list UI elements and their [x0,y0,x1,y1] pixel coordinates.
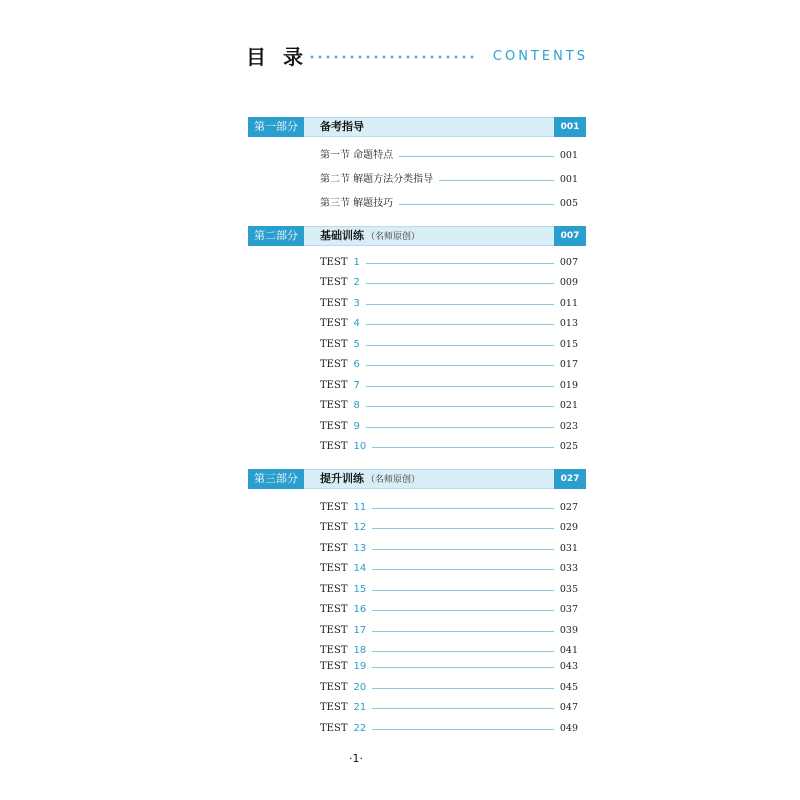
page-number: ·1· [349,752,363,765]
toc-entry-label: 第二节 解题方法分类指导 [320,174,434,185]
section-page-number: 007 [554,226,586,246]
toc-entry-label: TEST 11 [320,502,367,513]
leader-line [372,549,554,550]
leader-line [372,651,554,652]
section-title: 提升训练 （名师原创） [320,472,421,485]
toc-entry-label: TEST 18 [320,645,367,656]
toc-entry-page: 001 [559,150,578,161]
toc-entry[interactable] [320,644,578,658]
toc-entry-page: 021 [559,400,578,411]
leader-line [372,610,554,611]
leader-line [399,156,554,157]
toc-entry-label: TEST 2 [320,277,360,288]
toc-entry-label: TEST 16 [320,604,367,615]
toc-entry-label: TEST 14 [320,563,367,574]
toc-entry-page: 005 [559,198,578,209]
toc-entry-page: 041 [559,645,578,656]
toc-entry[interactable] [320,358,578,372]
toc-entry-page: 037 [559,604,578,615]
toc-entry-page: 013 [559,318,578,329]
toc-entry[interactable] [320,317,578,331]
toc-entry-label: TEST 5 [320,339,360,350]
leader-line [366,427,554,428]
leader-line [366,263,554,264]
toc-entry-label: TEST 21 [320,702,367,713]
page-subtitle: CONTENTS [492,49,588,64]
leader-line [366,386,554,387]
leader-line [372,667,554,668]
leader-line [366,365,554,366]
leader-line [366,283,554,284]
toc-entry-page: 007 [559,257,578,268]
toc-entry[interactable] [320,379,578,393]
toc-entry-label: TEST 4 [320,318,360,329]
toc-entry[interactable] [320,562,578,576]
leader-line [399,204,554,205]
toc-entry-page: 017 [559,359,578,370]
toc-entry[interactable] [320,603,578,617]
toc-entry-page: 029 [559,522,578,533]
toc-entry-label: TEST 10 [320,441,367,452]
toc-entry[interactable] [320,399,578,413]
section-part-label: 第二部分 [248,226,304,246]
toc-entry-page: 015 [559,339,578,350]
toc-entry[interactable] [320,542,578,556]
toc-entry-page: 027 [559,502,578,513]
toc-entry-label: TEST 7 [320,380,360,391]
toc-entry-label: TEST 15 [320,584,367,595]
toc-entry-label: 第三节 解题技巧 [320,198,394,209]
toc-entry[interactable] [320,276,578,290]
leader-line [372,708,554,709]
toc-entry-label: TEST 12 [320,522,367,533]
section-part-label: 第一部分 [248,117,304,137]
toc-entry[interactable] [320,624,578,638]
toc-entry-page: 047 [559,702,578,713]
toc-entry[interactable] [320,440,578,454]
toc-entry-label: TEST 9 [320,421,360,432]
toc-entry-page: 023 [559,421,578,432]
section-header-part-3[interactable] [248,469,586,489]
toc-entry-page: 019 [559,380,578,391]
toc-entry[interactable] [320,660,578,674]
section-header-part-1[interactable] [248,117,586,137]
toc-entry[interactable] [320,701,578,715]
section-header-part-2[interactable] [248,226,586,246]
toc-entry-page: 033 [559,563,578,574]
toc-entry-page: 001 [559,174,578,185]
section-part-label: 第三部分 [248,469,304,489]
toc-entry[interactable] [320,197,578,211]
toc-entry-page: 043 [559,661,578,672]
toc-entry[interactable] [320,173,578,187]
toc-entry-label: TEST 20 [320,682,367,693]
toc-entry[interactable] [320,681,578,695]
leader-line [439,180,554,181]
toc-entry-label: TEST 1 [320,257,360,268]
toc-entry-page: 031 [559,543,578,554]
toc-entry-label: TEST 17 [320,625,367,636]
toc-entry-label: TEST 8 [320,400,360,411]
toc-entry-label: TEST 22 [320,723,367,734]
toc-entry-page: 009 [559,277,578,288]
toc-entry-page: 011 [559,298,578,309]
toc-entry-label: TEST 13 [320,543,367,554]
toc-entry[interactable] [320,149,578,163]
toc-entry-label: TEST 3 [320,298,360,309]
leader-line [372,447,554,448]
leader-line [366,304,554,305]
leader-line [372,590,554,591]
toc-entry[interactable] [320,338,578,352]
leader-line [372,508,554,509]
section-page-number: 027 [554,469,586,489]
page-title: 目 录 [246,45,308,69]
toc-entry-page: 039 [559,625,578,636]
section-title: 基础训练 （名师原创） [320,229,421,242]
toc-entry[interactable] [320,420,578,434]
section-page-number: 001 [554,117,586,137]
toc-entry-label: TEST 6 [320,359,360,370]
toc-entry-page: 025 [559,441,578,452]
toc-entry[interactable] [320,583,578,597]
toc-entry[interactable] [320,501,578,515]
leader-line [372,729,554,730]
dotted-divider [308,55,478,59]
toc-entry[interactable] [320,521,578,535]
toc-entry-page: 045 [559,682,578,693]
toc-entry[interactable] [320,256,578,270]
leader-line [372,528,554,529]
leader-line [366,345,554,346]
toc-entry-page: 049 [559,723,578,734]
toc-entry-label: 第一节 命题特点 [320,150,394,161]
toc-entry-page: 035 [559,584,578,595]
leader-line [372,631,554,632]
leader-line [366,406,554,407]
leader-line [372,569,554,570]
leader-line [366,324,554,325]
leader-line [372,688,554,689]
toc-entry[interactable] [320,722,578,736]
toc-entry-label: TEST 19 [320,661,367,672]
toc-entry[interactable] [320,297,578,311]
section-title: 备考指导 [320,120,364,133]
contents-header [246,42,588,72]
